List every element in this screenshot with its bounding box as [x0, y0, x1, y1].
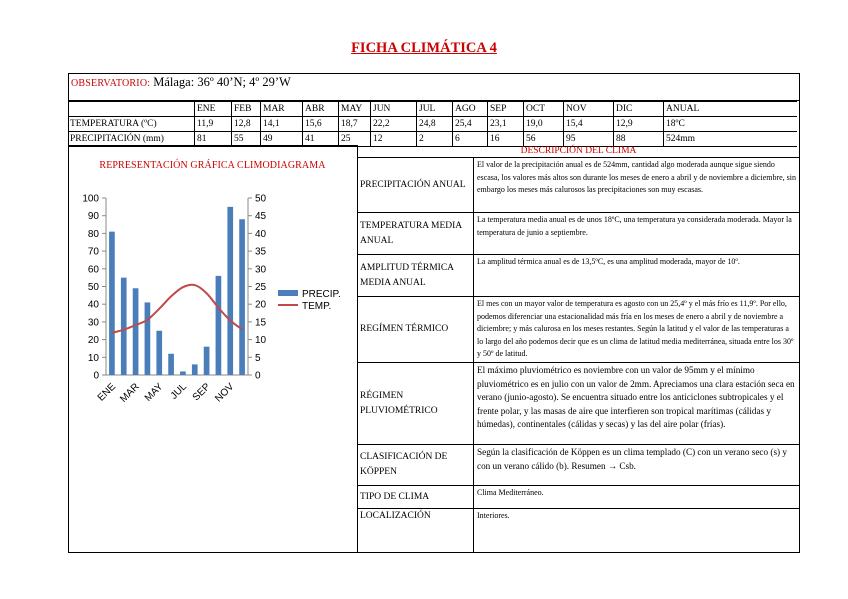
precip-bar — [216, 276, 222, 375]
left-tick-label: 60 — [87, 264, 99, 276]
temperature-annual: 18ºC — [664, 117, 798, 132]
temperature-cell: 12,8 — [232, 117, 261, 132]
section-divider — [68, 145, 357, 146]
description-text: Clima Mediterráneo. — [474, 486, 801, 509]
legend-precip-swatch — [278, 290, 298, 296]
left-tick-label: 80 — [87, 228, 99, 240]
left-tick-label: 70 — [87, 246, 99, 258]
description-text: El valor de la precipitación anual es de 524mm, cantidad algo moderada aunque sigue siendo escasa, los valores más altos son durante los meses de enero a abril y de noviembre a diciembre, sin embargo los meses más calurosos las precipitaciones son muy escasas. — [474, 158, 801, 213]
legend-temp-label: TEMP. — [302, 301, 332, 312]
right-tick-label: 50 — [255, 193, 267, 205]
temperature-cell: 23,1 — [488, 117, 524, 132]
precip-bar — [227, 207, 233, 375]
temperature-cell: 24,8 — [417, 117, 453, 132]
temperature-cell: 14,1 — [261, 117, 303, 132]
climate-data-table — [68, 101, 797, 147]
temperature-cell: 15,6 — [303, 117, 339, 132]
description-text: El mes con un mayor valor de temperatura es agosto con un 25,4º y el más frío es 11,9º. Por ello, podemos diferenciar una estacionalidad más fría en los meses de enero a abril y de noviembre a diciembre; y más calurosa en los meses restantes. Según la latitud y el valor de las temperaturas a lo largo del año podemos decir que es un clima de latitud media mediterránea, situada entre los 30º y 50º de latitud. — [474, 297, 801, 363]
month-header: DIC — [614, 102, 664, 117]
description-row — [357, 255, 800, 297]
left-tick-label: 50 — [87, 282, 99, 293]
month-header: NOV — [564, 102, 614, 117]
right-tick-label: 0 — [255, 370, 261, 382]
description-label: LOCALIZACIÓN — [357, 509, 474, 553]
right-tick-label: 35 — [255, 246, 267, 258]
left-tick-label: 40 — [87, 299, 99, 311]
month-header: FEB — [232, 102, 261, 117]
description-row — [357, 213, 800, 255]
table-corner-cell — [68, 102, 195, 117]
description-text: La temperatura media anual es de unos 18ºC, una temperatura ya considerada moderada. Mayor la temperatura de junio a septiembre. — [474, 213, 801, 255]
precipitation-cell: 25 — [339, 132, 371, 147]
precip-bar — [156, 331, 162, 375]
table-header-row — [68, 102, 797, 117]
precipitation-cell: 49 — [261, 132, 303, 147]
x-tick-label: ENE — [95, 381, 119, 404]
legend-precip-label: PRECIP. — [302, 289, 341, 300]
right-tick-label: 30 — [255, 264, 267, 276]
climate-description-table — [357, 157, 800, 553]
temperature-cell: 12,9 — [614, 117, 664, 132]
right-tick-label: 25 — [255, 282, 267, 293]
temperature-label: TEMPERATURA (ºC) — [68, 117, 195, 132]
month-header: MAY — [339, 102, 371, 117]
precipitation-cell: 41 — [303, 132, 339, 147]
precipitation-cell: 55 — [232, 132, 261, 147]
temperature-cell: 19,0 — [524, 117, 564, 132]
temp-line — [112, 285, 242, 333]
precipitation-cell: 81 — [195, 132, 232, 147]
precipitation-annual: 524mm — [664, 132, 798, 147]
left-tick-label: 100 — [82, 193, 99, 205]
x-tick-label: MAY — [142, 381, 166, 404]
precipitation-cell: 56 — [524, 132, 564, 147]
x-tick-label: MAR — [118, 381, 142, 405]
month-header: JUL — [417, 102, 453, 117]
precip-bar — [192, 364, 198, 375]
description-row — [357, 486, 800, 509]
description-row — [357, 363, 800, 445]
month-header: SEP — [488, 102, 524, 117]
description-label: CLASIFICACIÓN DE KÖPPEN — [357, 445, 474, 486]
temperature-cell: 11,9 — [195, 117, 232, 132]
right-tick-label: 40 — [255, 228, 267, 240]
precip-bar — [180, 371, 186, 375]
description-label: REGÍMEN TÉRMICO — [357, 297, 474, 363]
precipitation-cell: 6 — [453, 132, 488, 147]
precip-bar — [204, 347, 210, 375]
month-header: AGO — [453, 102, 488, 117]
x-tick-label: SEP — [190, 381, 213, 404]
precipitation-cell: 88 — [614, 132, 664, 147]
description-text: El máximo pluviométrico es noviembre con un valor de 95mm y el mínimo pluviométrico es en julio con un valor de 2mm. Apreciamos una clara estación seca en verano (junio-agosto). Se encuentra situado entre los anticiclones subtropicales y el frente polar, y las masas de aire que interfieren son tropical marítimas (cálidas y húmedas), continentales (cálidas y secas) y las del aire polar (frías). — [474, 363, 801, 445]
precip-bar — [109, 232, 115, 375]
right-tick-label: 10 — [255, 335, 267, 347]
chart-title: REPRESENTACIÓN GRÁFICA CLIMODIAGRAMA — [99, 160, 326, 171]
x-tick-label: JUL — [168, 381, 190, 402]
annual-header: ANUAL — [664, 102, 798, 117]
left-tick-label: 0 — [93, 370, 99, 382]
description-text: Interiores. — [474, 509, 801, 553]
description-label: PRECIPITACIÓN ANUAL — [357, 158, 474, 213]
left-tick-label: 30 — [87, 317, 99, 329]
precip-bar — [168, 354, 174, 375]
description-label: TEMPERATURA MEDIA ANUAL — [357, 213, 474, 255]
x-tick-label: NOV — [213, 381, 237, 405]
temperature-row — [68, 117, 797, 132]
precipitation-cell: 16 — [488, 132, 524, 147]
description-row — [357, 297, 800, 363]
temperature-cell: 22,2 — [371, 117, 417, 132]
climograph-chart — [68, 180, 356, 420]
precip-bar — [145, 302, 151, 375]
month-header: MAR — [261, 102, 303, 117]
right-tick-label: 20 — [255, 299, 267, 311]
month-header: OCT — [524, 102, 564, 117]
description-text: La amplitud térmica anual es de 13,5ºC, es una amplitud moderada, mayor de 10º. — [474, 255, 801, 297]
right-tick-label: 15 — [255, 317, 267, 329]
temperature-cell: 18,7 — [339, 117, 371, 132]
month-header: JUN — [371, 102, 417, 117]
temperature-cell: 15,4 — [564, 117, 614, 132]
month-header: ABR — [303, 102, 339, 117]
description-label: TIPO DE CLIMA — [357, 486, 474, 509]
page-title: FICHA CLIMÁTICA 4 — [351, 40, 497, 56]
right-tick-label: 5 — [255, 352, 261, 364]
description-row — [357, 445, 800, 486]
precipitation-cell: 12 — [371, 132, 417, 147]
observatory-label: OBSERVATORIO: — [71, 78, 151, 89]
month-header: ENE — [195, 102, 232, 117]
left-tick-label: 90 — [87, 211, 99, 223]
temperature-cell: 25,4 — [453, 117, 488, 132]
description-row — [357, 509, 800, 553]
description-header: DESCRIPCIÓN DEL CLIMA — [520, 146, 637, 156]
description-label: AMPLITUD TÉRMICA MEDIA ANUAL — [357, 255, 474, 297]
left-tick-label: 10 — [87, 352, 99, 364]
description-label: RÉGIMEN PLUVIOMÉTRICO — [357, 363, 474, 445]
precip-bar — [239, 219, 245, 375]
precipitation-cell: 2 — [417, 132, 453, 147]
description-row — [357, 158, 800, 213]
description-text: Según la clasificación de Köppen es un clima templado (C) con un verano seco (s) y con un verano cálido (b). Resumen → Csb. — [474, 445, 801, 486]
precip-bar — [133, 288, 139, 375]
precipitation-label: PRECIPITACIÓN (mm) — [68, 132, 195, 147]
precip-bar — [121, 278, 127, 375]
observatory-row — [68, 73, 800, 101]
observatory-value: Málaga: 36º 40’N; 4º 29’W — [153, 75, 291, 89]
left-tick-label: 20 — [87, 335, 99, 347]
right-tick-label: 45 — [255, 211, 267, 223]
precipitation-cell: 95 — [564, 132, 614, 147]
